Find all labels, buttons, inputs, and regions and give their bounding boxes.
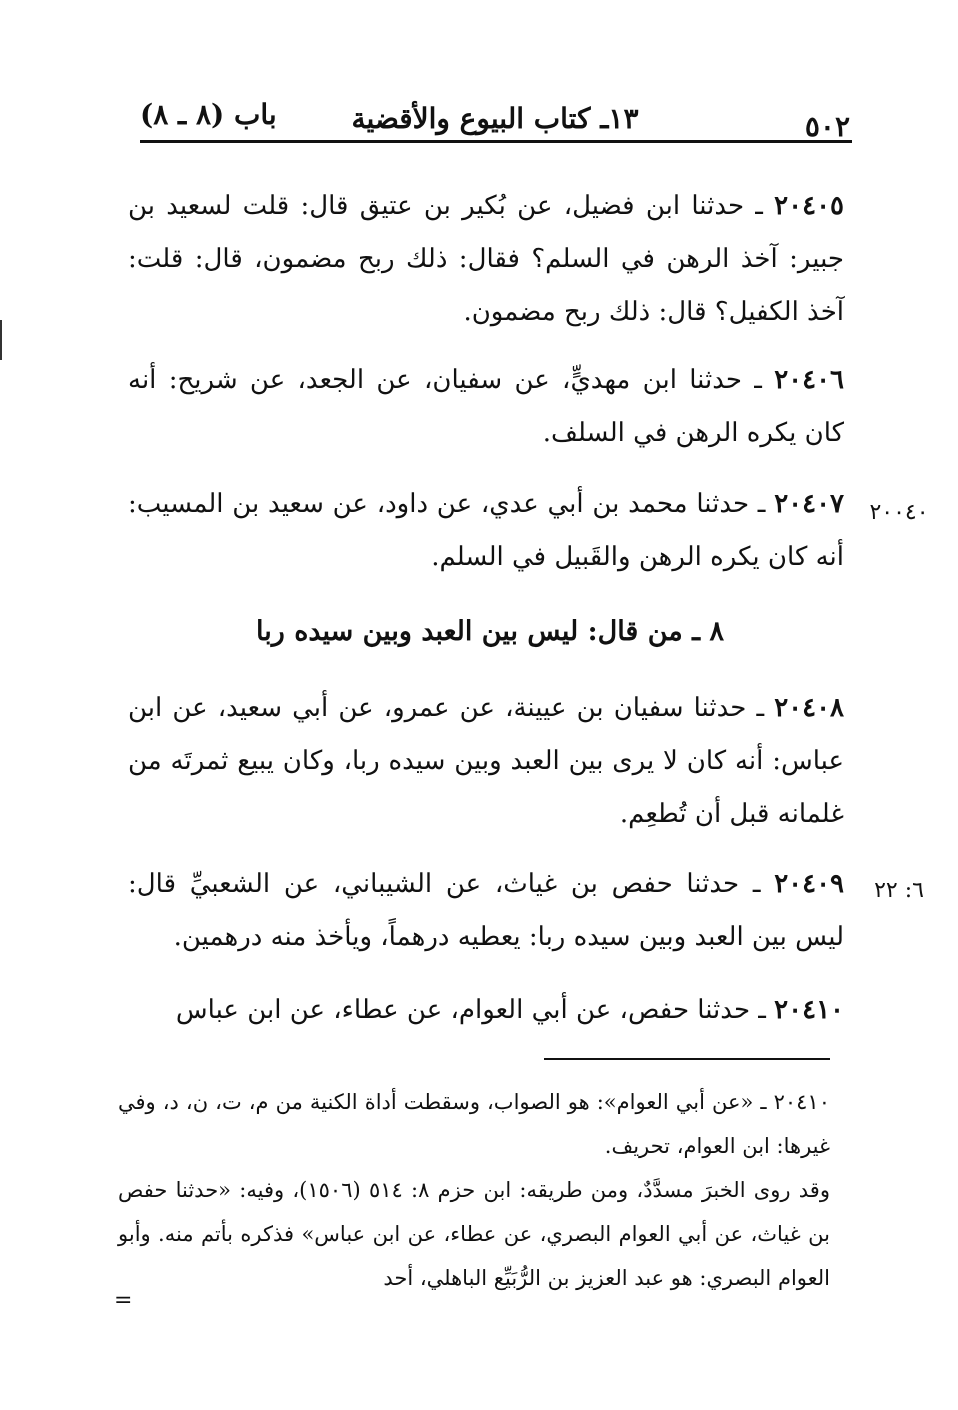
header-rule — [140, 140, 852, 143]
hadith-text: ـ حدثنا ابن فضيل، عن بُكير بن عتيق قال: قلت لسعيد بن جبير: آخذ الرهن في السلم؟ فقال: ذلك ربح مضمون، قال: قلت: آخذ الكفيل؟ قال: ذلك ربح مضمون. — [128, 191, 844, 327]
scan-edge-mark — [0, 320, 2, 360]
hadith-entry — [128, 858, 844, 964]
chapter-reference: باب (٨ ـ ٨) — [140, 98, 277, 131]
book-title: ١٣ـ كتاب البيوع والأقضية — [351, 102, 639, 135]
hadith-number: ٢٠٤٠٧ — [774, 489, 845, 519]
page-number: ٥٠٢ — [804, 110, 850, 143]
hadith-text: ـ حدثنا ابن مهديٍّ، عن سفيان، عن الجعد، عن شريح: أنه كان يكره الرهن في السلف. — [128, 365, 844, 448]
continuation-mark: = — [114, 1288, 133, 1313]
hadith-text: ـ حدثنا حفص بن غياث، عن الشيباني، عن الشعبيِّ قال: ليس بين العبد وبين سيده ربا: يعطيه درهماً، ويأخذ منه درهمين. — [128, 869, 844, 952]
hadith-entry — [128, 180, 844, 339]
hadith-number: ٢٠٤٠٩ — [774, 869, 845, 899]
footnote-rule — [544, 1058, 830, 1060]
margin-note: ٦: ٢٢ — [874, 878, 924, 903]
page-header — [140, 98, 850, 143]
hadith-text: ـ حدثنا حفص، عن أبي العوام، عن عطاء، عن ابن عباس — [175, 995, 766, 1025]
hadith-number: ٢٠٤٠٨ — [774, 693, 845, 723]
hadith-entry — [128, 984, 844, 1037]
hadith-number: ٢٠٤٠٥ — [774, 191, 844, 221]
footnote: وقد روى الخبرَ مسدَّدٌ، ومن طريقه: ابن حزم ٨: ٥١٤ (١٥٠٦)، وفيه: «حدثنا حفص بن غياث، عن أبي العوام البصري، عن عطاء، عن ابن عباس» فذكره بأتم منه. وأبو العوام البصري: هو عبد العزيز بن الرُّبَيِّع الباهلي، أحد — [118, 1178, 830, 1290]
hadith-entry — [128, 682, 844, 841]
hadith-entry — [128, 354, 844, 460]
hadith-text: ـ حدثنا محمد بن أبي عدي، عن داود، عن سعيد بن المسيب: أنه كان يكره الرهن والقَبيل في السلم. — [128, 489, 844, 572]
hadith-text: ـ حدثنا سفيان بن عيينة، عن عمرو، عن أبي سعيد، عن ابن عباس: أنه كان لا يرى بين العبد وبين سيده ربا، وكان يبيع ثمرتَه من غلمانه قبل أن تُطعِم. — [128, 693, 844, 829]
hadith-number: ٢٠٤٠٦ — [774, 365, 845, 395]
margin-note: ٢٠٠٤٠ — [869, 500, 929, 525]
chapter-heading: ٨ ـ من قال: ليس بين العبد وبين سيده ربا — [256, 616, 724, 647]
hadith-entry — [128, 478, 844, 584]
hadith-number: ٢٠٤١٠ — [774, 995, 844, 1025]
footnote: ٢٠٤١٠ ـ «عن أبي العوام»: هو الصواب، وسقطت أداة الكنية من م، ت، ن، د، وفي غيرها: ابن العوام، تحريف. — [118, 1090, 830, 1158]
